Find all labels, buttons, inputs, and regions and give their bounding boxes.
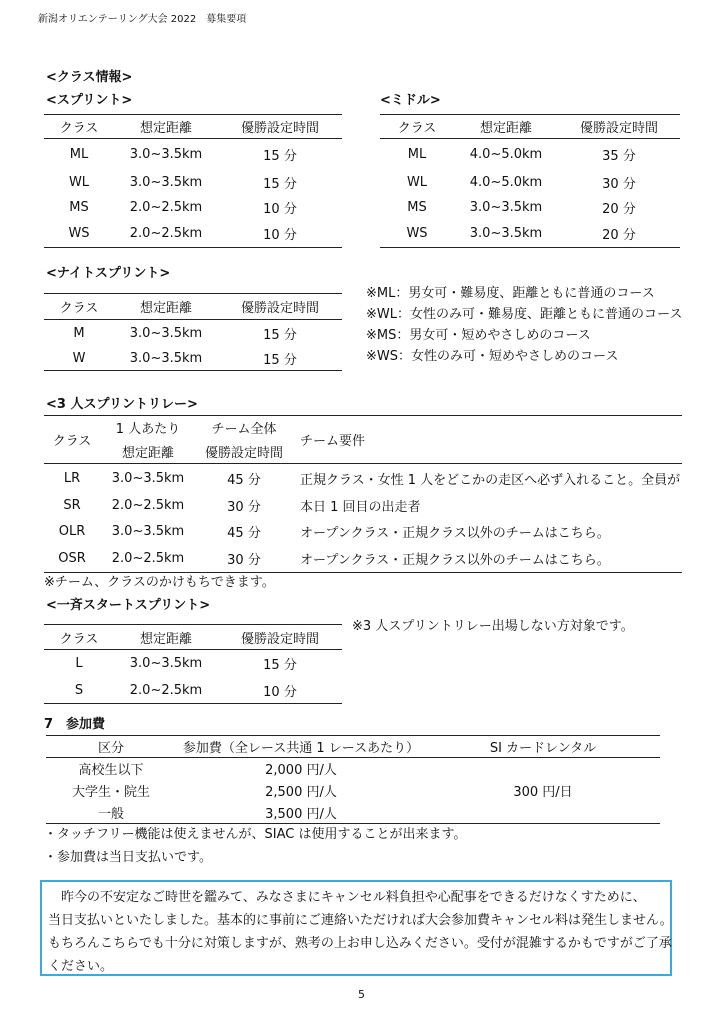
notice-line: 昨今の不安定なご時世を鑑みて、みなさまにキャンセル料負担や心配事をできるだけなくすために、 bbox=[48, 890, 646, 905]
cell: 大学生・院生 bbox=[71, 785, 150, 800]
cell: 2.0~2.5km bbox=[129, 199, 203, 215]
cell: W bbox=[72, 350, 86, 366]
cell: SR bbox=[63, 497, 81, 513]
sprint-table bbox=[44, 114, 342, 248]
table-row bbox=[380, 195, 680, 220]
cell: WL bbox=[68, 174, 90, 190]
cell: 30 分 bbox=[227, 553, 261, 569]
sprint-title: <スプリント> bbox=[46, 93, 133, 108]
note-line: ※WS：女性のみ可・短めやさしめのコース bbox=[366, 349, 619, 364]
cell: OLR bbox=[58, 524, 86, 539]
table-row bbox=[46, 780, 660, 802]
col-header: クラス bbox=[397, 121, 437, 136]
table-row bbox=[46, 802, 660, 824]
table-row bbox=[44, 650, 342, 678]
table-row bbox=[380, 220, 680, 248]
relay-note: ※チーム、クラスのかけもちできます。 bbox=[44, 575, 275, 590]
cell: 3.0~3.5km bbox=[111, 470, 185, 486]
cell: MS bbox=[407, 199, 427, 215]
cell: 3.0~3.5km bbox=[469, 199, 543, 215]
table-row bbox=[44, 139, 342, 170]
table-row bbox=[44, 347, 342, 371]
middle-title: <ミドル> bbox=[380, 93, 441, 108]
col-header: 想定距離 bbox=[139, 631, 192, 647]
notice-line: 当日支払いといたしました。基本的に事前にご連絡いただければ大会参加費キャンセル料は発生しません。 bbox=[48, 913, 673, 928]
col-header: チーム要件 bbox=[300, 434, 366, 449]
night-table bbox=[44, 293, 342, 371]
col-header: 優勝設定時間 bbox=[240, 301, 319, 316]
cell: 高校生以下 bbox=[78, 763, 144, 779]
page-number: 5 bbox=[358, 988, 365, 1001]
cell: MS bbox=[69, 199, 89, 215]
col-header: 参加費（全レース共通 1 レースあたり） bbox=[182, 741, 420, 756]
cell: WL bbox=[406, 174, 428, 190]
cell: 10 分 bbox=[263, 227, 297, 243]
fee-note: ・タッチフリー機能は使えませんが、SIAC は使用することが出来ます。 bbox=[44, 827, 467, 842]
cell: 10 分 bbox=[263, 684, 297, 700]
relay-table bbox=[44, 415, 682, 573]
cell: 2.0~2.5km bbox=[129, 225, 203, 241]
fee-note: ・参加費は当日支払いです。 bbox=[44, 850, 212, 865]
cell: 10 分 bbox=[263, 201, 297, 217]
notice-line: もちろんこちらでも十分に対策しますが、熟考の上お申し込みください。受付が混雑するかもですがご了承 bbox=[48, 936, 672, 951]
cell: 2,000 円/人 bbox=[265, 763, 337, 779]
mass-start-title: <一斉スタートスプリント> bbox=[46, 598, 211, 613]
table-row bbox=[44, 678, 342, 704]
cell: 3,500 円/人 bbox=[265, 806, 337, 822]
cell: WS bbox=[406, 225, 428, 241]
cell: 35 分 bbox=[602, 148, 636, 164]
col-header: 想定距離 bbox=[139, 301, 192, 316]
table-row bbox=[44, 170, 342, 195]
note-line: ※ML：男女可・難易度、距離ともに普通のコース bbox=[366, 286, 655, 301]
table-row bbox=[380, 139, 680, 170]
table-row bbox=[44, 518, 682, 546]
col-header: 想定距離 bbox=[121, 445, 174, 461]
notice-box bbox=[40, 880, 672, 976]
col-header: 優勝設定時間 bbox=[240, 121, 319, 136]
cell: 30 分 bbox=[602, 176, 636, 192]
cell: 3.0~3.5km bbox=[129, 350, 203, 366]
table-row bbox=[44, 546, 682, 573]
cell: ML bbox=[407, 146, 427, 162]
cell: 4.0~5.0km bbox=[469, 174, 543, 190]
night-title: <ナイトスプリント> bbox=[46, 266, 171, 281]
cell: 20 分 bbox=[602, 201, 636, 217]
cell: 15 分 bbox=[263, 352, 297, 368]
note-line: ※MS：男女可・短めやさしめのコース bbox=[366, 328, 591, 343]
fee-table bbox=[46, 735, 660, 824]
cell: オープンクラス・正規クラス以外のチームはこちら。 bbox=[300, 553, 610, 569]
cell: ML bbox=[69, 146, 89, 162]
relay-title: <3 人スプリントリレー> bbox=[46, 397, 198, 412]
fee-title: 7 参加費 bbox=[44, 717, 106, 732]
cell: LR bbox=[63, 470, 81, 486]
col-header: チーム全体 bbox=[211, 422, 277, 438]
middle-table bbox=[380, 114, 680, 248]
cell: 2,500 円/人 bbox=[265, 785, 337, 800]
col-header: クラス bbox=[52, 434, 92, 449]
cell: 2.0~2.5km bbox=[129, 682, 203, 698]
cell: 3.0~3.5km bbox=[129, 656, 203, 672]
cell: 45 分 bbox=[227, 526, 261, 541]
cell: L bbox=[75, 656, 83, 672]
cell: 3.0~3.5km bbox=[469, 225, 543, 241]
col-header: 想定距離 bbox=[479, 121, 532, 136]
cell: 20 分 bbox=[602, 227, 636, 243]
table-row bbox=[44, 220, 342, 248]
cell: 15 分 bbox=[263, 176, 297, 192]
cell: 3.0~3.5km bbox=[129, 146, 203, 162]
cell: 3.0~3.5km bbox=[111, 524, 185, 539]
cell: 15 分 bbox=[263, 148, 297, 164]
cell: 本日 1 回目の出走者 bbox=[300, 499, 421, 515]
cell: 正規クラス・女性 1 人をどこかの走区へ必ず入れること。全員が bbox=[300, 472, 681, 488]
cell: S bbox=[74, 682, 84, 698]
table-row bbox=[44, 320, 342, 347]
cell: OSR bbox=[58, 551, 86, 567]
cell: M bbox=[73, 325, 85, 341]
col-header: SI カードレンタル bbox=[489, 741, 597, 756]
cell: 30 分 bbox=[227, 499, 261, 515]
table-row bbox=[380, 170, 680, 195]
cell: 一般 bbox=[97, 806, 124, 822]
col-header: クラス bbox=[59, 121, 99, 136]
col-header: 1 人あたり bbox=[115, 422, 181, 438]
cell: オープンクラス・正規クラス以外のチームはこちら。 bbox=[300, 526, 610, 541]
col-header: 区分 bbox=[97, 741, 124, 756]
table-row bbox=[44, 195, 342, 220]
cell bbox=[426, 758, 660, 780]
col-header: クラス bbox=[59, 631, 99, 647]
col-header: 優勝設定時間 bbox=[579, 121, 658, 136]
mass-start-note: ※3 人スプリントリレー出場しない方対象です。 bbox=[352, 619, 634, 634]
table-row bbox=[44, 493, 682, 518]
col-header: 想定距離 bbox=[139, 121, 192, 136]
cell: 4.0~5.0km bbox=[469, 146, 543, 162]
cell: 300 円/日 bbox=[513, 785, 573, 800]
cell: 3.0~3.5km bbox=[129, 325, 203, 341]
col-header: 優勝設定時間 bbox=[240, 631, 319, 647]
table-row bbox=[46, 758, 660, 780]
notice-line: ください。 bbox=[48, 959, 114, 974]
col-header: クラス bbox=[59, 301, 99, 316]
cell bbox=[426, 802, 660, 824]
cell: 3.0~3.5km bbox=[129, 174, 203, 190]
note-line: ※WL：女性のみ可・難易度、距離ともに普通のコース bbox=[366, 307, 683, 322]
cell: 2.0~2.5km bbox=[111, 497, 185, 513]
cell: 45 分 bbox=[227, 472, 261, 488]
class-notes bbox=[366, 283, 682, 367]
class-info-title: <クラス情報> bbox=[46, 70, 133, 85]
page-header: 新潟オリエンテーリング大会 2022 募集要項 bbox=[38, 14, 247, 25]
mass-start-table bbox=[44, 624, 342, 704]
cell: 15 分 bbox=[263, 327, 297, 343]
cell: WS bbox=[68, 225, 90, 241]
table-row bbox=[44, 464, 682, 493]
cell: 15 分 bbox=[263, 658, 297, 674]
col-header: 優勝設定時間 bbox=[204, 445, 283, 461]
cell: 2.0~2.5km bbox=[111, 551, 185, 567]
